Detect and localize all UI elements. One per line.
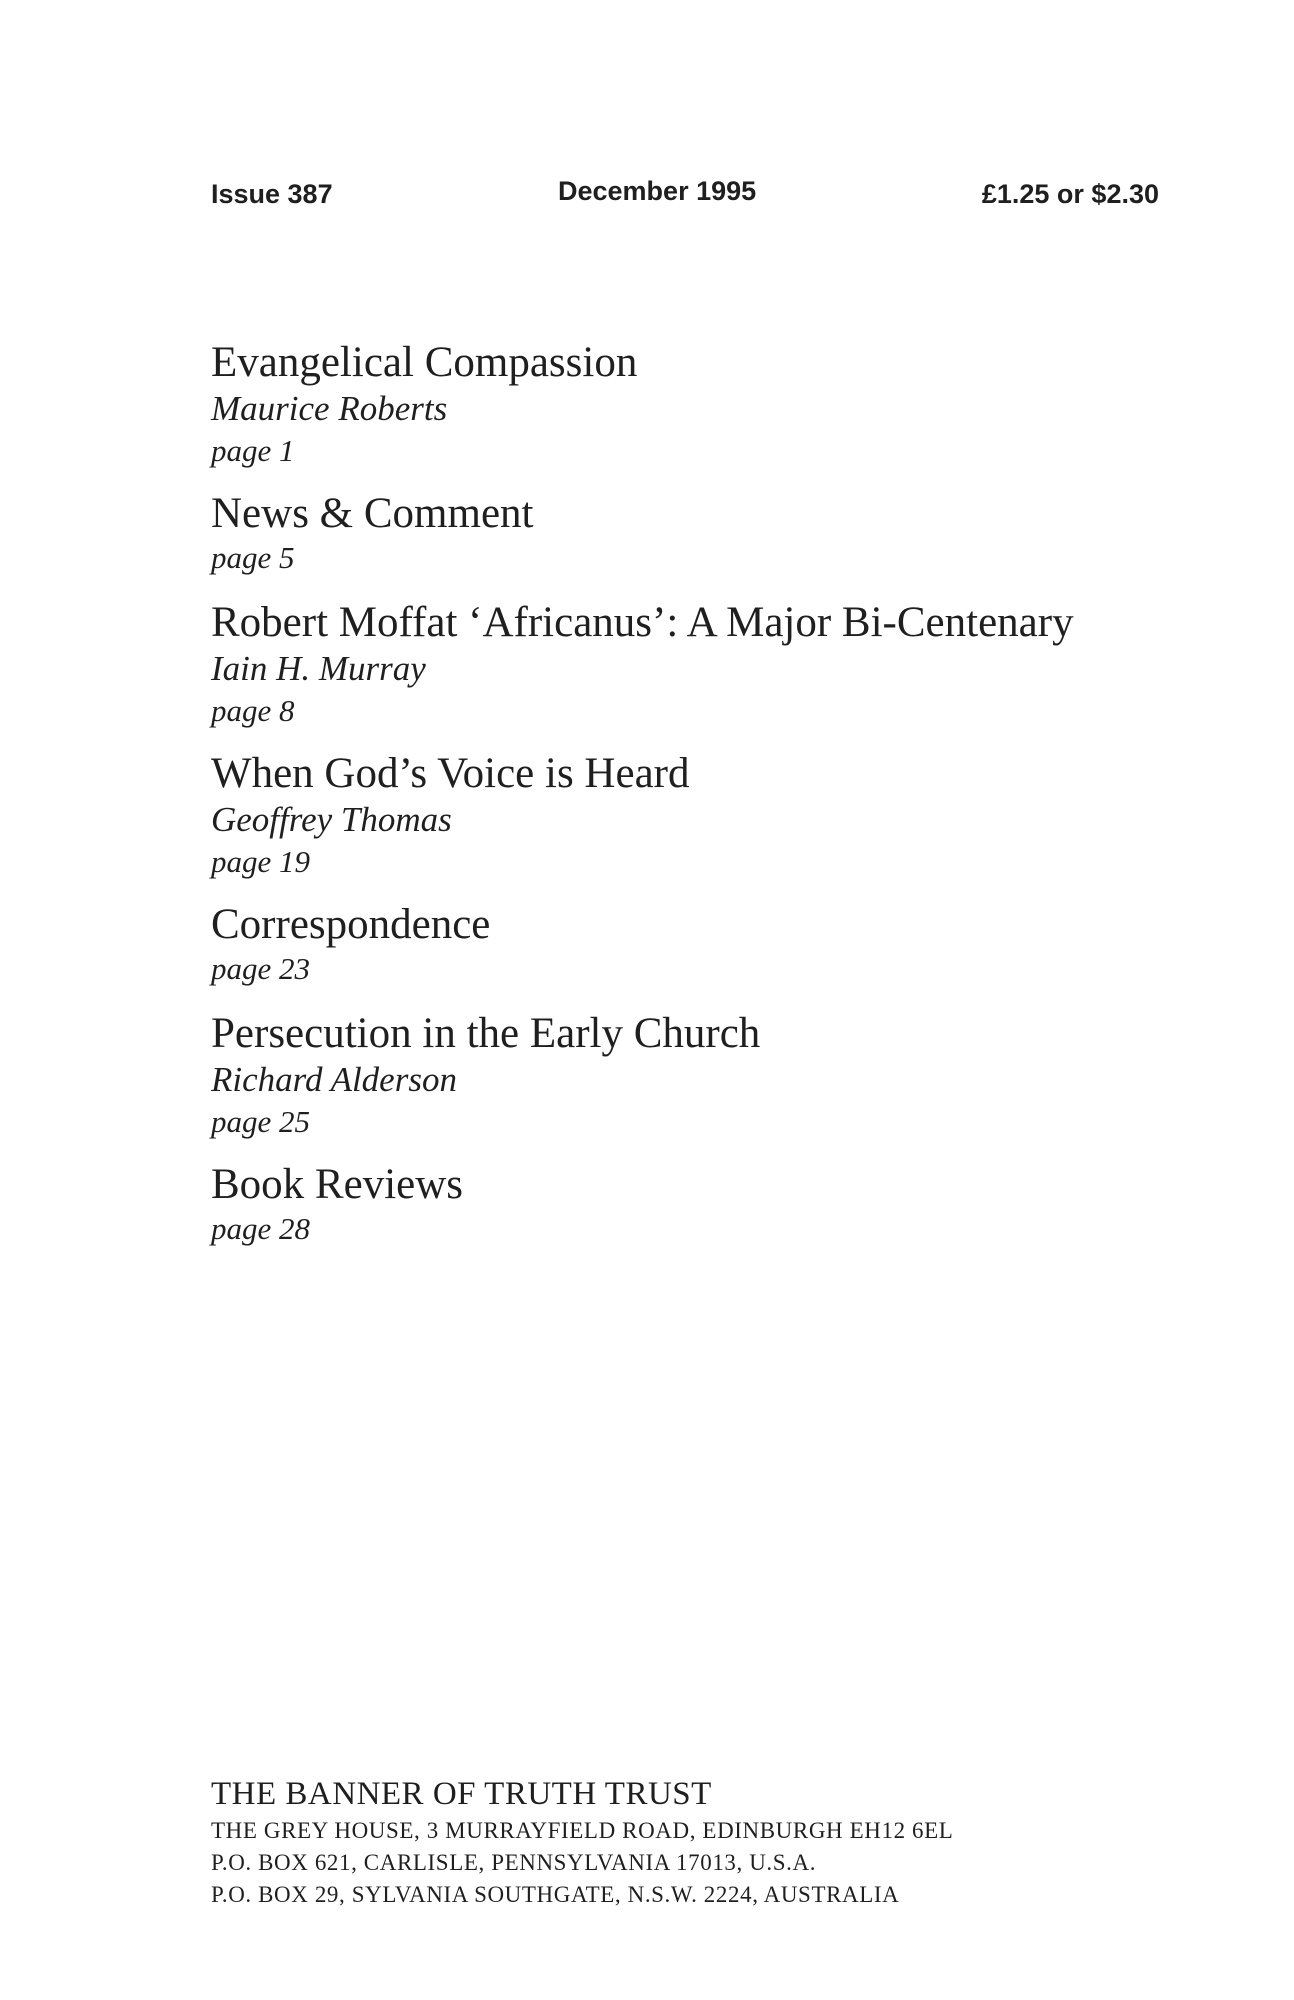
- contents-entry[interactable]: [211, 490, 1211, 578]
- entry-author: Geoffrey Thomas: [211, 800, 452, 839]
- contents-entry[interactable]: [211, 1010, 1211, 1142]
- contents-entry[interactable]: [211, 1161, 1211, 1249]
- entry-author: Richard Alderson: [211, 1060, 457, 1099]
- entry-title: Correspondence: [211, 901, 491, 948]
- contents-entry[interactable]: [211, 750, 1211, 882]
- entry-page: page 19: [211, 844, 311, 879]
- entry-title: Evangelical Compassion: [211, 339, 638, 386]
- issue-price: £1.25 or $2.30: [981, 179, 1159, 209]
- entry-title: Book Reviews: [211, 1161, 464, 1208]
- entry-page: page 28: [211, 1211, 311, 1246]
- contents-entry[interactable]: [211, 339, 1211, 471]
- publisher-address: P.O. BOX 29, SYLVANIA SOUTHGATE, N.S.W. 2224, AUSTRALIA: [211, 1882, 900, 1907]
- contents-entry[interactable]: [211, 901, 1211, 989]
- entry-title: Persecution in the Early Church: [211, 1010, 761, 1057]
- entry-page: page 5: [211, 540, 295, 575]
- publisher-address: THE GREY HOUSE, 3 MURRAYFIELD ROAD, EDINBURGH EH12 6EL: [211, 1818, 954, 1843]
- entry-author: Maurice Roberts: [211, 389, 448, 428]
- publisher-address: P.O. BOX 621, CARLISLE, PENNSYLVANIA 17013, U.S.A.: [211, 1850, 817, 1875]
- entry-title: Robert Moffat ‘Africanus’: A Major Bi-Centenary: [211, 599, 1074, 646]
- entry-page: page 23: [211, 951, 311, 986]
- entry-title: When God’s Voice is Heard: [211, 750, 690, 797]
- issue-date: December 1995: [558, 176, 757, 206]
- issue-number: Issue 387: [211, 179, 333, 209]
- entry-page: page 25: [211, 1104, 311, 1139]
- entry-page: page 8: [211, 693, 295, 728]
- entry-page: page 1: [211, 433, 295, 468]
- table-of-contents: [211, 339, 1211, 1249]
- entry-author: Iain H. Murray: [211, 649, 426, 688]
- publisher-block: [211, 1773, 1211, 1911]
- publisher-name: THE BANNER OF TRUTH TRUST: [211, 1776, 712, 1812]
- entry-title: News & Comment: [211, 490, 534, 537]
- issue-header: [211, 176, 1159, 216]
- contents-entry[interactable]: [211, 599, 1211, 731]
